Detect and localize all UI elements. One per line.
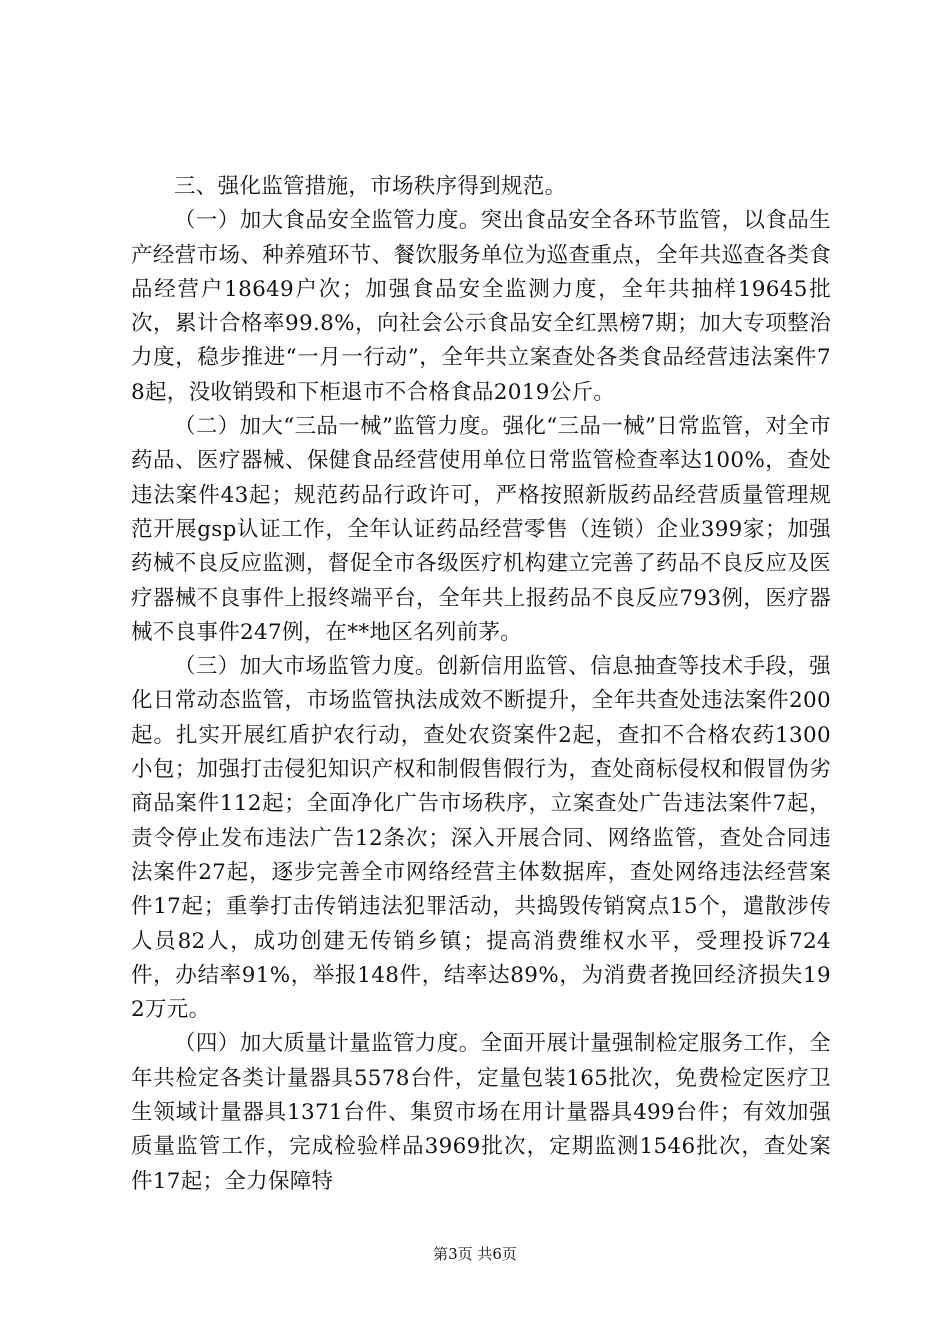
paragraph-market-supervision: （三）加大市场监管力度。创新信用监管、信息抽查等技术手段，强化日常动态监管，市场监管执法成效不断提升，全年共查处违法案件200起。扎实开展红盾护农行动，查处农资案件2起，查扣不合格农药1300小包；加强打击侵犯知识产权和制假售假行为，查处商标侵权和假冒伪劣商品案件112起；全面净化广告市场秩序，立案查处广告违法案件7起，责令停止发布违法广告12条次；深入开展合同、网络监管，查处合同违法案件27起，逐步完善全市网络经营主体数据库，查处网络违法经营案件17起；重拳打击传销违法犯罪活动，共捣毁传销窝点15个，遣散涉传人员82人，成功创建无传销乡镇；提高消费维权水平，受理投诉724件，办结率91%，举报148件，结率达89%，为消费者挽回经济损失192万元。 [131, 654, 831, 1023]
page-number-footer: 第3页 共6页 [433, 1245, 517, 1263]
document-body [131, 170, 831, 1199]
paragraph-quality-metrology: （四）加大质量计量监管力度。全面开展计量强制检定服务工作，全年共检定各类计量器具5578台件，定量包装165批次，免费检定医疗卫生领域计量器具1371台件、集贸市场在用计量器具499台件；有效加强质量监管工作，完成检验样品3969批次，定期监测1546批次，查处案件17起；全力保障特 [131, 1031, 831, 1194]
paragraph-drugs-devices: （二）加大“三品一械”监管力度。强化“三品一械”日常监管，对全市药品、医疗器械、保健食品经营使用单位日常监管检查率达100%，查处违法案件43起；规范药品行政许可，严格按照新版药品经营质量管理规范开展gsp认证工作，全年认证药品经营零售（连锁）企业399家；加强药械不良反应监测，督促全市各级医疗机构建立完善了药品不良反应及医疗器械不良事件上报终端平台，全年共上报药品不良反应793例，医疗器械不良事件247例，在**地区名列前茅。 [131, 414, 831, 645]
paragraph-food-safety: （一）加大食品安全监管力度。突出食品安全各环节监管，以食品生产经营市场、种养殖环节、餐饮服务单位为巡查重点，全年共巡查各类食品经营户18649户次；加强食品安全监测力度，全年共抽样19645批次，累计合格率99.8%，向社会公示食品安全红黑榜7期；加大专项整治力度，稳步推进“一月一行动”，全年共立案查处各类食品经营违法案件78起，没收销毁和下柜退市不合格食品2019公斤。 [131, 208, 831, 405]
section-heading: 三、强化监管措施，市场秩序得到规范。 [174, 174, 567, 199]
